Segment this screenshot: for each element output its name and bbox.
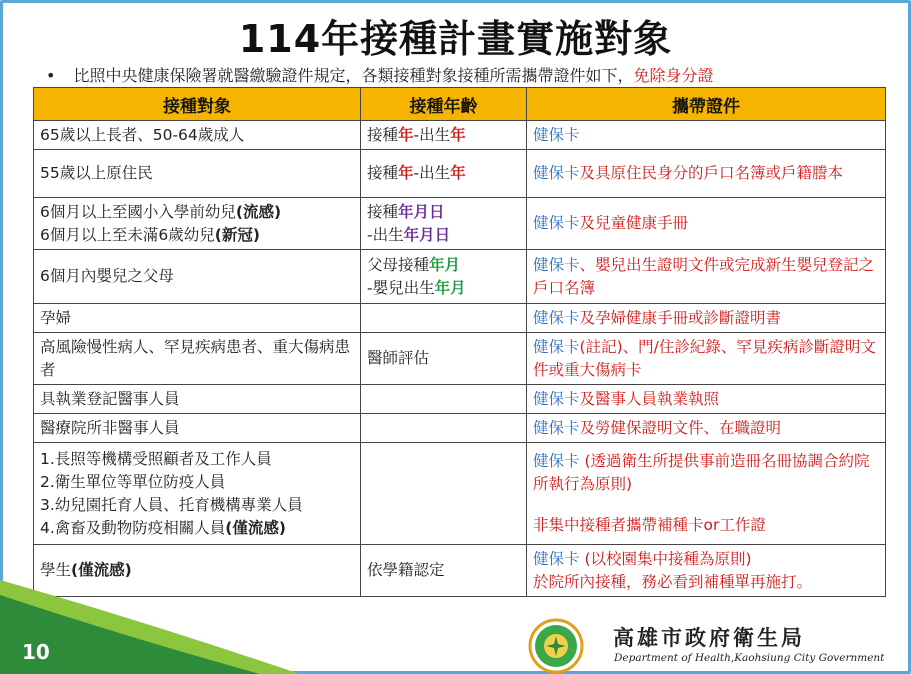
target-text: 6個月以上至未滿6歲幼兒: [40, 225, 215, 244]
header-age: 接種年齡: [361, 88, 527, 121]
subtitle-highlight: 免除身分證: [633, 66, 714, 85]
docs-text: (註記)、門/住診紀錄、罕見疾病診斷證明文件或重大傷病卡: [533, 337, 876, 379]
age-text: 接種: [367, 202, 399, 221]
cell-docs: [527, 121, 886, 150]
target-line: [40, 448, 354, 471]
target-line: [40, 201, 354, 224]
cell-docs: [527, 385, 886, 414]
spacer: [533, 496, 879, 514]
cell-docs: [527, 150, 886, 198]
cell-target: [34, 385, 361, 414]
docs-note: 於院所內接種，務必看到補種單再施打。: [533, 572, 813, 591]
cell-target: [34, 198, 361, 250]
cell-target: [34, 443, 361, 545]
target-text: (流感): [235, 202, 282, 221]
docs-text: (以校園集中接種為原則): [579, 549, 752, 568]
docs-text: 健保卡: [533, 125, 580, 144]
age-line: [367, 201, 520, 224]
target-text: 高風險慢性病人、罕見疾病患者、重大傷病患者: [40, 337, 351, 379]
cell-age: [361, 545, 527, 597]
docs-text: (透過衛生所提供事前造冊名冊協調合約院所執行為原則): [533, 452, 870, 493]
docs-text: 及孕婦健康手冊或診斷證明書: [579, 308, 782, 327]
target-text: 6個月以上至國小入學前幼兒: [40, 202, 236, 221]
age-text: 父母接種: [367, 255, 430, 274]
table-row: [34, 443, 886, 545]
age-text: 依學籍認定: [367, 561, 445, 579]
target-text: 具執業登記醫事人員: [40, 389, 180, 408]
age-text: -出生: [413, 125, 451, 144]
docs-text: 及兒童健康手冊: [579, 214, 689, 232]
cell-age: [361, 304, 527, 333]
table-row: [34, 250, 886, 304]
bullet: •: [46, 66, 56, 85]
page-number: 10: [22, 640, 50, 664]
cell-age: [361, 333, 527, 385]
docs-text: 及具原住民身分的戶口名簿或戶籍謄本: [579, 164, 844, 182]
target-text: 3.幼兒園托育人員、托育機構專業人員: [40, 495, 303, 514]
cell-age: [361, 385, 527, 414]
cell-target: [34, 150, 361, 198]
docs-text: 健保卡: [533, 308, 580, 327]
subtitle-text: 比照中央健康保險署就醫繳驗證件規定，各類接種對象接種所需攜帶證件如下，: [73, 66, 634, 85]
header-target: 接種對象: [34, 88, 361, 121]
docs-text: 健保卡: [533, 418, 580, 437]
table-header-row: [34, 88, 886, 121]
target-line: [40, 494, 354, 517]
target-text: 醫療院所非醫事人員: [40, 418, 180, 437]
table-row: [34, 304, 886, 333]
header-docs: 攜帶證件: [527, 88, 886, 121]
docs-text: 及勞健保證明文件、在職證明: [579, 418, 782, 437]
age-line: [367, 224, 520, 247]
table-row: [34, 150, 886, 198]
age-text: 年月: [434, 278, 466, 297]
org-name-zh: 高雄市政府衛生局: [613, 626, 805, 650]
cell-age: [361, 443, 527, 545]
docs-text: 健保卡: [533, 389, 580, 408]
age-text: 年: [398, 125, 414, 144]
cell-docs: [527, 414, 886, 443]
vaccination-table: [33, 87, 886, 597]
cell-docs: [527, 443, 886, 545]
table-row: [34, 198, 886, 250]
page-title: 114年接種計畫實施對象: [238, 17, 673, 61]
cell-age: [361, 121, 527, 150]
cell-target: [34, 121, 361, 150]
age-text: 接種: [367, 125, 399, 144]
age-text: 年月: [429, 255, 461, 274]
age-text: 年: [450, 164, 466, 182]
target-text: 學生: [40, 561, 72, 579]
docs-line: [533, 548, 879, 571]
target-text: 2.衛生單位等單位防疫人員: [40, 472, 226, 491]
target-text: (新冠): [214, 225, 260, 244]
org-name-en: Department of Health,Kaohsiung City Government: [614, 652, 885, 664]
table-row: [34, 121, 886, 150]
docs-text: 及醫事人員執業執照: [579, 389, 720, 408]
table-row: [34, 414, 886, 443]
target-text: 1.長照等機構受照顧者及工作人員: [40, 449, 272, 468]
age-text: 醫師評估: [367, 349, 430, 367]
cell-age: [361, 414, 527, 443]
department-logo: [525, 618, 587, 674]
cell-target: [34, 304, 361, 333]
docs-line: [533, 450, 879, 496]
docs-note: 非集中接種者攜帶補種卡or工作證: [533, 516, 766, 534]
cell-docs: [527, 250, 886, 304]
docs-text: 健保卡: [533, 337, 580, 356]
cell-age: [361, 150, 527, 198]
target-line: [40, 471, 354, 494]
table-row: [34, 333, 886, 385]
target-line: [40, 517, 354, 540]
target-line: [40, 224, 354, 247]
age-text: 年月日: [398, 202, 445, 221]
cell-docs: [527, 198, 886, 250]
cell-docs: [527, 333, 886, 385]
docs-text: 、嬰兒出生證明文件或完成新生嬰兒登記之戶口名簿: [533, 255, 875, 297]
docs-text: 健保卡: [533, 255, 580, 274]
target-text: 孕婦: [40, 308, 72, 327]
table-row: [34, 385, 886, 414]
docs-text: 健保卡: [533, 164, 580, 182]
age-line: [367, 254, 520, 277]
docs-text: 健保卡: [533, 452, 580, 470]
cell-target: [34, 333, 361, 385]
cell-target: [34, 414, 361, 443]
cell-target: [34, 250, 361, 304]
target-text: 4.禽畜及動物防疫相關人員: [40, 518, 226, 537]
docs-text: 健保卡: [533, 214, 580, 232]
age-text: 接種: [367, 164, 399, 182]
docs-text: 健保卡: [533, 549, 580, 568]
target-text: 55歲以上原住民: [40, 164, 153, 182]
subtitle: [46, 63, 713, 86]
age-text: 年: [450, 125, 466, 144]
target-text: 6個月內嬰兒之父母: [40, 267, 174, 285]
age-text: 年: [398, 164, 414, 182]
age-text: -嬰兒出生: [367, 278, 435, 297]
target-text: (僅流感): [225, 518, 286, 537]
cell-docs: [527, 304, 886, 333]
cell-age: [361, 250, 527, 304]
age-line: [367, 277, 520, 300]
cell-docs: [527, 545, 886, 597]
age-text: -出生: [413, 164, 451, 182]
target-text: (僅流感): [71, 561, 132, 579]
age-text: 年月日: [403, 225, 451, 244]
cell-age: [361, 198, 527, 250]
target-text: 65歲以上長者、50-64歲成人: [40, 125, 245, 144]
age-text: -出生: [367, 225, 404, 244]
